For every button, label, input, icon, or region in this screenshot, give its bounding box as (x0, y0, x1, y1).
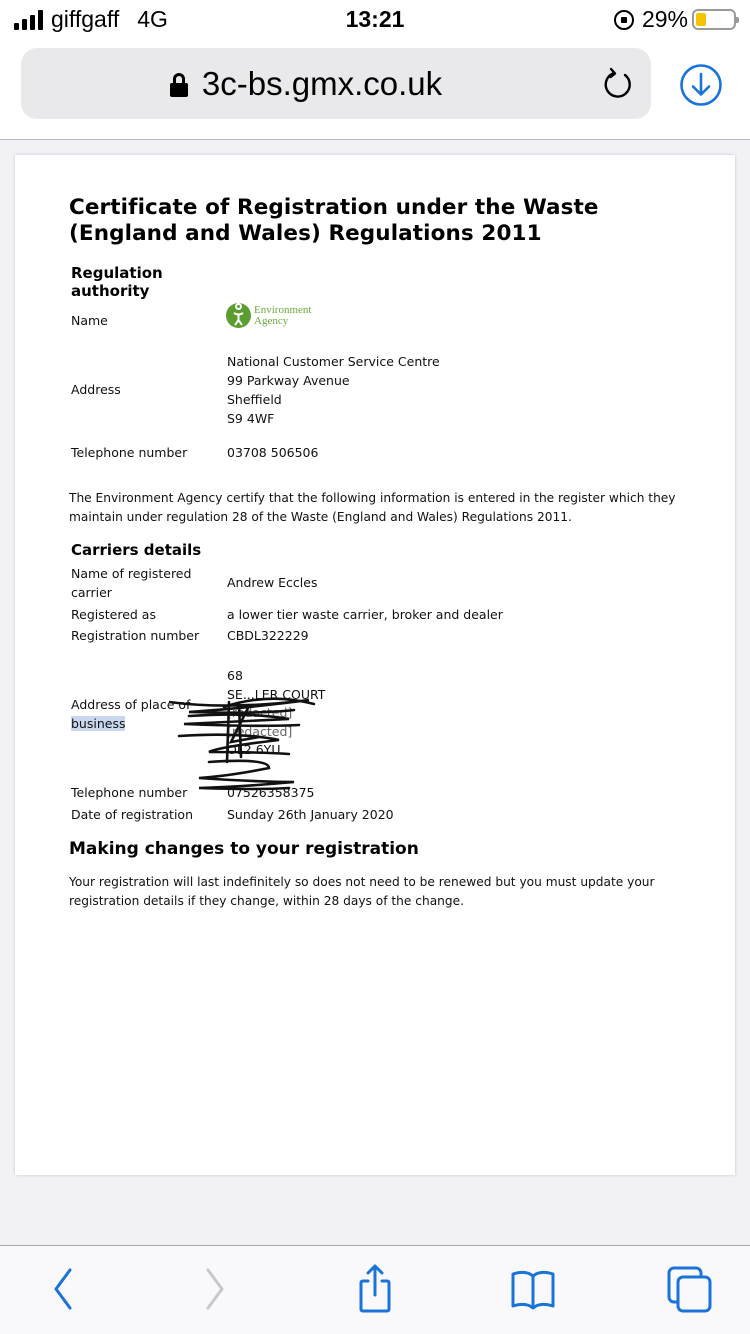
address-line: [redacted] (227, 705, 293, 720)
address-line: Sheffield (227, 392, 282, 407)
carrier-telephone-label: Telephone number (71, 785, 188, 800)
browser-toolbar (0, 1245, 750, 1334)
regulation-authority-heading: Regulation authority (71, 264, 163, 300)
logo-line1: Environment (254, 303, 312, 316)
registered-as: a lower tier waste carrier, broker and dealer (227, 607, 503, 622)
address-line: 68 (227, 668, 243, 683)
address-bar[interactable] (21, 48, 651, 119)
tabs-button[interactable] (664, 1264, 714, 1314)
forward-button[interactable] (192, 1264, 242, 1314)
carrier-name-label: Name of registered carrier (71, 566, 192, 600)
address-line: OL2 6YU (227, 742, 281, 757)
certify-paragraph: The Environment Agency certify that the following information is entered in the register which they maintain under regulation 28 of the Waste (England and Wales) Regulations 2011. (69, 491, 676, 524)
page-title: Certificate of Registration under the Waste (England and Wales) Regulations 2011 (69, 195, 599, 246)
registration-number-label: Registration number (71, 628, 200, 643)
url-text[interactable]: 3c-bs.gmx.co.uk (201, 64, 443, 102)
name-label: Name (71, 313, 108, 328)
authority-telephone: 03708 506506 (227, 445, 319, 460)
address-line: National Customer Service Centre (227, 354, 440, 369)
share-button[interactable] (350, 1264, 400, 1314)
address-line: [redacted] (227, 723, 293, 739)
battery-percent: 29% (641, 6, 688, 32)
label-line: Address of place of (71, 697, 191, 712)
carrier-name: Andrew Eccles (227, 575, 318, 590)
browser-navbar (0, 40, 750, 140)
address-line: S9 4WF (227, 411, 275, 426)
registration-date-label: Date of registration (71, 807, 193, 822)
carrier-telephone: 07526358375 (227, 785, 315, 800)
address-line: 99 Parkway Avenue (227, 373, 350, 388)
lock-icon (170, 73, 188, 97)
redaction-scribble (169, 692, 359, 792)
registration-date: Sunday 26th January 2020 (227, 807, 394, 822)
changes-paragraph: Your registration will last indefinitely so does not need to be renewed but you must update your registration details if they change, within 28 days of the change. (69, 875, 655, 908)
certificate (69, 195, 689, 908)
network-type: 4G (137, 6, 168, 32)
logo-line2: Agency (254, 314, 289, 327)
address-line: SE...LER COURT (227, 686, 326, 702)
address-label: Address (71, 382, 121, 397)
back-button[interactable] (36, 1264, 86, 1314)
battery-icon (692, 9, 736, 30)
carriers-heading: Carriers details (71, 541, 202, 559)
bookmarks-button[interactable] (508, 1264, 558, 1314)
status-right (614, 6, 736, 33)
telephone-label: Telephone number (71, 445, 188, 460)
carrier-name: giffgaff (51, 6, 120, 32)
ea-logo-icon (226, 303, 251, 328)
document-page (15, 155, 735, 1175)
authority-address (227, 352, 440, 428)
registered-as-label: Registered as (71, 607, 156, 622)
registration-number: CBDL322229 (227, 628, 309, 643)
changes-heading: Making changes to your registration (69, 839, 419, 859)
environment-agency-logo (226, 303, 311, 328)
reload-icon[interactable] (601, 67, 635, 101)
clock: 13:21 (345, 6, 405, 32)
download-icon[interactable] (679, 63, 723, 107)
selected-text[interactable]: business (71, 716, 126, 731)
orientation-lock-icon (614, 10, 634, 30)
status-bar (0, 0, 750, 40)
